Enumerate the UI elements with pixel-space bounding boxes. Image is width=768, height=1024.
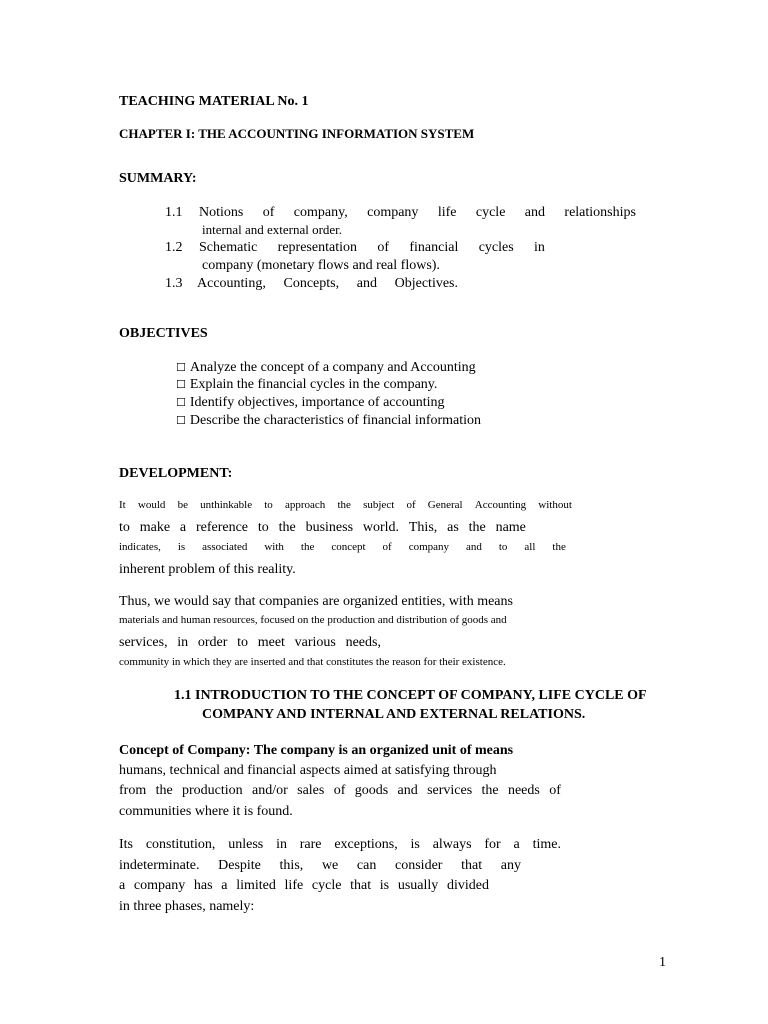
word: unthinkable (200, 499, 253, 511)
word: in (177, 635, 189, 650)
word: Despite (218, 858, 261, 873)
word: any (500, 858, 521, 873)
word: has (193, 878, 213, 893)
summary-item-continuation: internal and external order. (202, 222, 343, 237)
word: time. (532, 837, 561, 852)
summary-item-num: 1.1 (165, 205, 183, 220)
word: always (432, 837, 472, 852)
word: the (468, 520, 486, 535)
word: make (139, 520, 171, 535)
word: services, (119, 635, 168, 650)
paragraph-line (119, 635, 381, 651)
word: all (524, 541, 536, 553)
word: of (377, 240, 389, 255)
summary-item-num: 1.2 (165, 240, 183, 255)
word: to (237, 635, 249, 650)
word: the (278, 520, 296, 535)
word: unless (228, 837, 264, 852)
summary-item-num: 1.3 (165, 276, 183, 291)
paragraph-line (119, 878, 489, 894)
word: relationships (564, 205, 636, 220)
paragraph-line (119, 858, 521, 874)
word: order (197, 635, 228, 650)
word: life (284, 878, 304, 893)
word: with (264, 541, 284, 553)
word: the (481, 783, 499, 798)
paragraph-line: Thus, we would say that companies are organized entities, with means (119, 594, 513, 609)
checkbox-bullet-icon: ☐ (176, 378, 186, 391)
word: company (408, 541, 450, 553)
word: cycles (478, 240, 514, 255)
word: to (119, 520, 130, 535)
word: General (427, 499, 463, 511)
word: the (300, 541, 315, 553)
paragraph-line: humans, technical and financial aspects aimed at satisfying through (119, 763, 497, 778)
word: needs (507, 783, 540, 798)
word: for (484, 837, 501, 852)
checkbox-bullet-icon: ☐ (176, 396, 186, 409)
paragraph-line (119, 541, 566, 553)
word: from (119, 783, 147, 798)
paragraph-line: Concept of Company: The company is an organized unit of means (119, 743, 514, 758)
objective-item (176, 395, 445, 411)
word: to (264, 499, 273, 511)
word: of (406, 499, 416, 511)
paragraph-line (119, 520, 526, 536)
word: constitution, (145, 837, 216, 852)
word: Concepts, (283, 276, 340, 291)
word: is (410, 837, 420, 852)
word: associated (202, 541, 248, 553)
word: a (179, 520, 187, 535)
word: divided (446, 878, 489, 893)
checkbox-bullet-icon: ☐ (176, 361, 186, 374)
word: limited (236, 878, 276, 893)
word: is (379, 878, 390, 893)
objective-item (176, 413, 481, 429)
word: rare (299, 837, 322, 852)
objective-text: Identify objectives, importance of accounting (189, 395, 445, 410)
objective-text: Explain the financial cycles in the company. (189, 377, 438, 392)
word: This, (408, 520, 438, 535)
chapter-title: CHAPTER I: THE ACCOUNTING INFORMATION SYSTEM (119, 126, 475, 141)
word: needs, (345, 635, 381, 650)
section-heading: COMPANY AND INTERNAL AND EXTERNAL RELATIONS. (202, 707, 586, 722)
objective-text: Analyze the concept of a company and Accounting (189, 360, 476, 375)
word: name (495, 520, 526, 535)
word: in (534, 240, 545, 255)
word: services (427, 783, 473, 798)
word: of (382, 541, 392, 553)
word: various (294, 635, 336, 650)
word: we (321, 858, 339, 873)
development-heading: DEVELOPMENT: (119, 466, 233, 481)
paragraph-line (119, 499, 572, 511)
word: of (333, 783, 346, 798)
word: approach (284, 499, 326, 511)
word: cycle (475, 205, 506, 220)
word: and/or (252, 783, 288, 798)
word: Accounting (474, 499, 527, 511)
word: the (552, 541, 566, 553)
word: company, (293, 205, 348, 220)
word: that (461, 858, 483, 873)
word: the (337, 499, 351, 511)
paragraph-line: communities where it is found. (119, 804, 293, 819)
word: that (350, 878, 372, 893)
word: consider (395, 858, 443, 873)
word: in (276, 837, 287, 852)
paragraph-line (119, 837, 561, 853)
word: Schematic (199, 240, 258, 255)
word: a (221, 878, 228, 893)
word: sales (297, 783, 325, 798)
word: reference (195, 520, 249, 535)
word: usually (397, 878, 439, 893)
word: Its (119, 837, 133, 852)
word: meet (257, 635, 285, 650)
word: as (447, 520, 459, 535)
word: It (119, 499, 126, 511)
word: of (549, 783, 561, 798)
word: subject (363, 499, 395, 511)
word: concept (331, 541, 366, 553)
word: to (498, 541, 508, 553)
page-number: 1 (659, 955, 666, 970)
word: a (513, 837, 520, 852)
objectives-heading: OBJECTIVES (119, 326, 208, 341)
paragraph-line: in three phases, namely: (119, 899, 255, 914)
word: without (538, 499, 572, 511)
objective-text: Describe the characteristics of financial information (189, 413, 482, 428)
word: Notions (199, 205, 244, 220)
word: Objectives. (394, 276, 458, 291)
word: company (133, 878, 186, 893)
word: the (155, 783, 173, 798)
checkbox-bullet-icon: ☐ (176, 414, 186, 427)
word: and (356, 276, 377, 291)
section-heading: 1.1 INTRODUCTION TO THE CONCEPT OF COMPANY, LIFE CYCLE OF (174, 688, 647, 703)
word: Accounting, (197, 276, 266, 291)
word: goods (354, 783, 389, 798)
word: is (177, 541, 186, 553)
word: indicates, (119, 541, 161, 553)
objective-item (176, 377, 437, 393)
word: world. (362, 520, 400, 535)
word: company (367, 205, 419, 220)
word: would (137, 499, 166, 511)
word: cycle (311, 878, 342, 893)
paragraph-line: community in which they are inserted and that constitutes the reason for their existence. (119, 656, 506, 668)
paragraph-line (119, 783, 561, 799)
paragraph-line: materials and human resources, focused on the production and distribution of goods and (119, 614, 507, 626)
word: be (177, 499, 188, 511)
summary-item-line (199, 205, 636, 221)
word: production (182, 783, 243, 798)
summary-heading: SUMMARY: (119, 171, 197, 186)
summary-item-line (199, 240, 545, 256)
summary-item-line (197, 276, 458, 292)
word: a (119, 878, 126, 893)
word: indeterminate. (119, 858, 200, 873)
document-title: TEACHING MATERIAL No. 1 (119, 94, 309, 109)
word: to (257, 520, 269, 535)
word: and (397, 783, 418, 798)
word: business (305, 520, 354, 535)
word: can (356, 858, 377, 873)
paragraph-line: inherent problem of this reality. (119, 562, 296, 577)
word: and (466, 541, 482, 553)
word: financial (409, 240, 459, 255)
word: life (437, 205, 457, 220)
summary-item-continuation: company (monetary flows and real flows). (202, 258, 440, 273)
objective-item (176, 360, 476, 376)
word: and (524, 205, 546, 220)
word: this, (279, 858, 304, 873)
word: of (262, 205, 275, 220)
word: exceptions, (334, 837, 398, 852)
word: representation (277, 240, 357, 255)
